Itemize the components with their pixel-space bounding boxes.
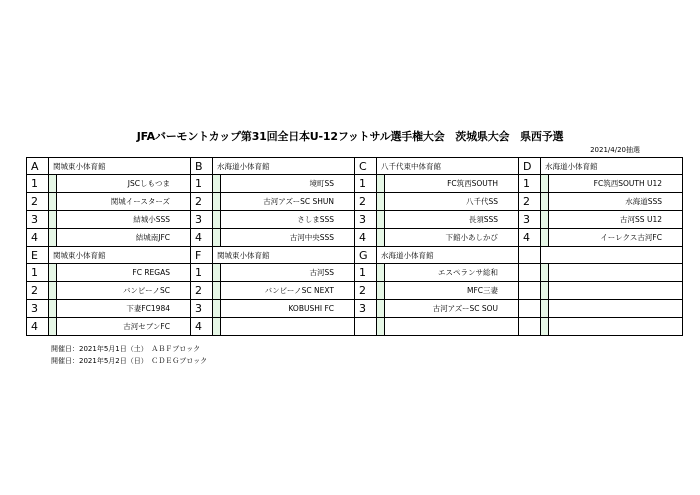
team-marker [377,264,385,282]
team-number: 3 [355,300,377,318]
team-marker [49,318,57,336]
team-number: 2 [27,282,49,300]
team-name: 下妻FC1984 [57,300,191,318]
team-number: 4 [27,318,49,336]
team-marker [541,211,549,229]
group-letter-b: B [191,158,213,175]
empty-cell [541,247,683,264]
team-marker [213,175,221,193]
group-venue-f: 関城東小体育館 [213,247,355,264]
team-name: 古河中央SSS [221,229,355,247]
team-number: 3 [27,300,49,318]
team-marker [49,300,57,318]
team-row [27,211,683,229]
group-letter-c: C [355,158,377,175]
draw-date: 2021/4/20抽選 [590,146,640,154]
team-marker [377,282,385,300]
empty-cell [549,318,683,336]
group-venue-b: 水海道小体育館 [213,158,355,175]
team-name: FC REGAS [57,264,191,282]
team-row [27,229,683,247]
team-number: 1 [355,175,377,193]
empty-cell [519,318,541,336]
team-number: 1 [519,175,541,193]
empty-cell [519,300,541,318]
team-number: 2 [355,282,377,300]
schedule-day-1: 開催日：2021年5月1日（土） ＡＢＦブロック [51,345,201,353]
team-number: 4 [27,229,49,247]
team-row [27,193,683,211]
team-marker [213,282,221,300]
team-number: 1 [191,264,213,282]
team-marker [377,300,385,318]
team-name: 下館小あしかび [385,229,519,247]
team-number: 3 [191,300,213,318]
team-name: 結城小SSS [57,211,191,229]
team-name: 結城南JFC [57,229,191,247]
empty-cell [549,300,683,318]
team-name: JSCしもつま [57,175,191,193]
team-marker [541,318,549,336]
group-venue-e: 関城東小体育館 [49,247,191,264]
bracket-table [26,157,683,336]
team-marker [541,229,549,247]
team-row [27,282,683,300]
team-name: 水海道SSS [549,193,683,211]
empty-cell [549,264,683,282]
team-marker [49,282,57,300]
empty-cell [519,264,541,282]
empty-cell [385,318,519,336]
team-marker [377,193,385,211]
team-number: 1 [27,264,49,282]
team-name: MFC三妻 [385,282,519,300]
team-name: FC筑西SOUTH U12 [549,175,683,193]
team-marker [541,193,549,211]
team-number: 4 [191,229,213,247]
team-number: 1 [355,264,377,282]
team-name: イーレクス古河FC [549,229,683,247]
team-marker [377,211,385,229]
team-marker [213,193,221,211]
group-venue-a: 関城東小体育館 [49,158,191,175]
team-name: 関城イースターズ [57,193,191,211]
team-marker [541,300,549,318]
page-title: JFAバーモントカップ第31回全日本U-12フットサル選手権大会 茨城県大会 県西予選 [136,130,564,143]
schedule-day-2: 開催日：2021年5月2日（日） ＣＤＥＧブロック [51,357,208,365]
team-marker [377,175,385,193]
team-row [27,264,683,282]
team-marker [49,175,57,193]
team-marker [213,300,221,318]
team-number: 4 [191,318,213,336]
team-name: 古河セブンFC [57,318,191,336]
empty-cell [519,247,541,264]
empty-cell [355,318,377,336]
team-row [27,300,683,318]
team-number: 2 [191,282,213,300]
team-number: 3 [519,211,541,229]
team-name: 古河SS [221,264,355,282]
team-marker [541,264,549,282]
group-venue-d: 水海道小体育館 [541,158,683,175]
group-letter-a: A [27,158,49,175]
team-name: さしまSSS [221,211,355,229]
team-marker [49,264,57,282]
group-header-row-1 [27,158,683,175]
team-name: 古河SS U12 [549,211,683,229]
team-row [27,318,683,336]
team-marker [49,211,57,229]
team-marker [49,193,57,211]
team-marker [377,318,385,336]
team-marker [49,229,57,247]
team-name: バンビーノSC [57,282,191,300]
group-venue-c: 八千代東中体育館 [377,158,519,175]
team-number: 2 [191,193,213,211]
group-letter-d: D [519,158,541,175]
team-name: 古河アズーSC SHUN [221,193,355,211]
team-number: 4 [355,229,377,247]
team-number: 1 [191,175,213,193]
empty-cell [519,282,541,300]
team-name: エスペランサ総和 [385,264,519,282]
group-letter-e: E [27,247,49,264]
team-name: 古河アズーSC SOU [385,300,519,318]
team-number: 3 [355,211,377,229]
team-name: KOBUSHI FC [221,300,355,318]
team-marker [213,229,221,247]
team-name: 八千代SS [385,193,519,211]
team-row [27,175,683,193]
team-name [221,318,355,336]
group-letter-f: F [191,247,213,264]
team-name: 長須SSS [385,211,519,229]
team-marker [213,318,221,336]
team-number: 2 [27,193,49,211]
team-name: バンビーノSC NEXT [221,282,355,300]
team-marker [541,282,549,300]
team-marker [213,264,221,282]
team-number: 3 [191,211,213,229]
team-marker [541,175,549,193]
team-name: 境町SS [221,175,355,193]
schedule-notes [51,343,207,367]
team-number: 3 [27,211,49,229]
team-number: 2 [355,193,377,211]
team-marker [213,211,221,229]
group-venue-g: 水海道小体育館 [377,247,519,264]
team-name: FC筑西SOUTH [385,175,519,193]
empty-cell [549,282,683,300]
group-letter-g: G [355,247,377,264]
group-header-row-2 [27,247,683,264]
team-number: 2 [519,193,541,211]
team-number: 4 [519,229,541,247]
team-marker [377,229,385,247]
team-number: 1 [27,175,49,193]
